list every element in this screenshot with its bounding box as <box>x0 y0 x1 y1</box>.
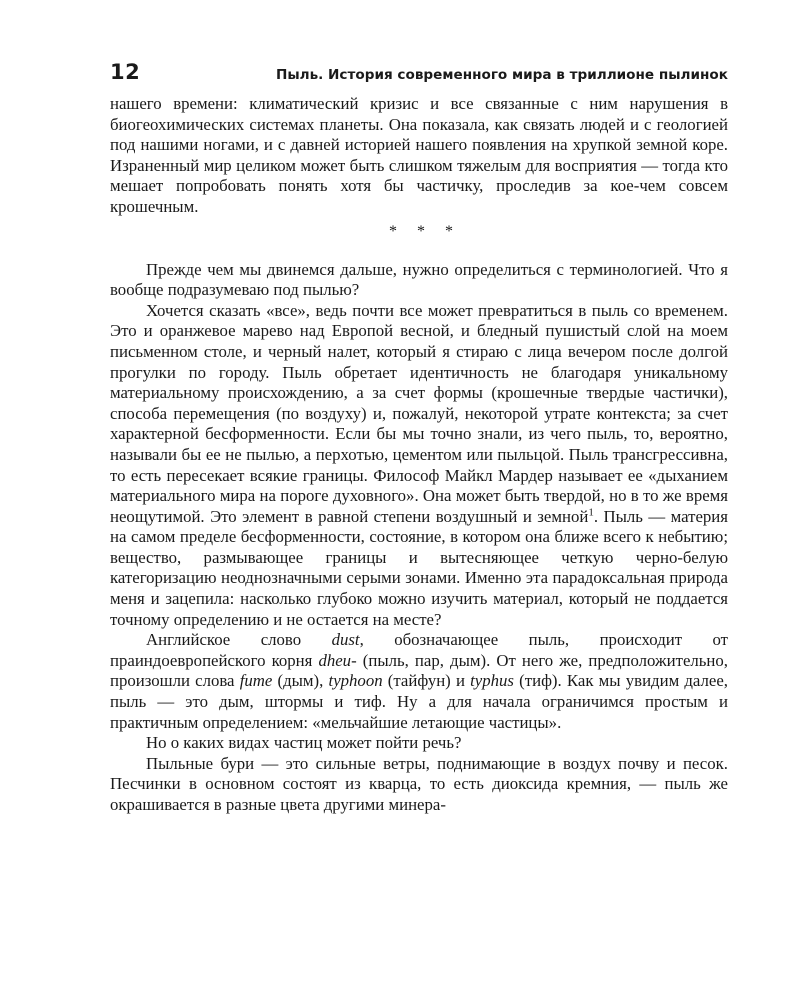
paragraph-terminology: Прежде чем мы двинемся дальше, нужно определиться с терминологией. Что я вообще подразумеваю под пылью? <box>110 259 728 300</box>
term-dust: dust <box>331 630 360 650</box>
paragraph-definition <box>110 301 728 631</box>
body-text <box>110 94 728 816</box>
paragraph-text: (тиф). Как мы увидим далее, пыль — это дым, штормы и тиф. Ну а для начала ограничимся простым и практичным определением: «мельчайшие летающие частицы». <box>110 671 728 732</box>
paragraph-text: Английское слово <box>146 630 332 650</box>
paragraph-text: (пыль, пар, дым). От него же, предположительно, произошли слова <box>110 650 728 691</box>
term-dheu: dheu- <box>318 650 357 670</box>
running-title: Пыль. История современного мира в триллионе пылинок <box>275 67 728 83</box>
paragraph-text: , обозначающее пыль, происходит от праиндоевропейского корня <box>110 630 729 670</box>
page-number: 12 <box>110 60 141 84</box>
term-typhus: typhus <box>470 671 514 691</box>
paragraph-continued: нашего времени: климатический кризис и все связанные с ним нарушения в биогеохимических системах планеты. Она показала, как связать людей и с геологией под нашими ногами, и с давней историей нашего появления на хрупкой земной коре. Израненный мир целиком может быть слишком тяжелым для восприятия — тогда кто мешает попробовать понять хотя бы частичку, проследив за кое-чем совсем крошечным. <box>110 94 728 216</box>
paragraph-question: Но о каких видах частиц может пойти речь? <box>146 733 462 753</box>
paragraph-text: Хочется сказать «все», ведь почти все может превратиться в пыль со временем. Это и оранжевое марево над Европой весной, и бледный пушистый слой на моем письменном столе, и черный налет, который я стираю с лица вечером после долгой прогулки по городу. Пыль обретает идентичность не благодаря уникальному материальному происхождению, а за счет формы (крошечные твердые частички), способа перемещения (по воздуху) и, пожалуй, некоторой утрате контекста; за счет характерной бесформенности. Если бы мы точно знали, из чего пыль, то, вероятно, называли бы ее не пылью, а перхотью, цементом или пыльцой. Пыль трансгрессивна, то есть пересекает всякие границы. Философ Майкл Мардер называет ее «дыханием материального мира на пороге духовного». Она может быть твердой, но в то же время неощутимой. Это элемент в равной степени воздушный и земной <box>110 300 728 526</box>
term-fume: fume <box>239 671 273 691</box>
paragraph-text: . Пыль — материя на самом пределе бесформенности, состояние, в котором она ближе всего к небытию; вещество, размывающее границы и вытесняющее четкую черно-белую категоризацию неоднозначными серыми зонами. Именно эта парадоксальная природа меня и зацепила: насколько глубоко можно изучить материал, который не поддается точному определению и не остается на месте? <box>110 506 729 629</box>
book-page <box>110 60 728 816</box>
footnote-marker: 1 <box>588 506 594 519</box>
paragraph-text: (тайфун) и <box>382 671 471 691</box>
paragraph-text: (дым), <box>272 671 329 691</box>
paragraph-etymology <box>110 630 728 733</box>
page-header <box>110 60 728 94</box>
section-separator: * * * <box>389 222 461 240</box>
paragraph-dust-storms: Пыльные бури — это сильные ветры, поднимающие в воздух почву и песок. Песчинки в основном состоят из кварца, то есть диоксида кремния, — пыль же окрашивается в разные цвета другими минера- <box>110 753 728 814</box>
term-typhoon: typhoon <box>328 671 383 691</box>
